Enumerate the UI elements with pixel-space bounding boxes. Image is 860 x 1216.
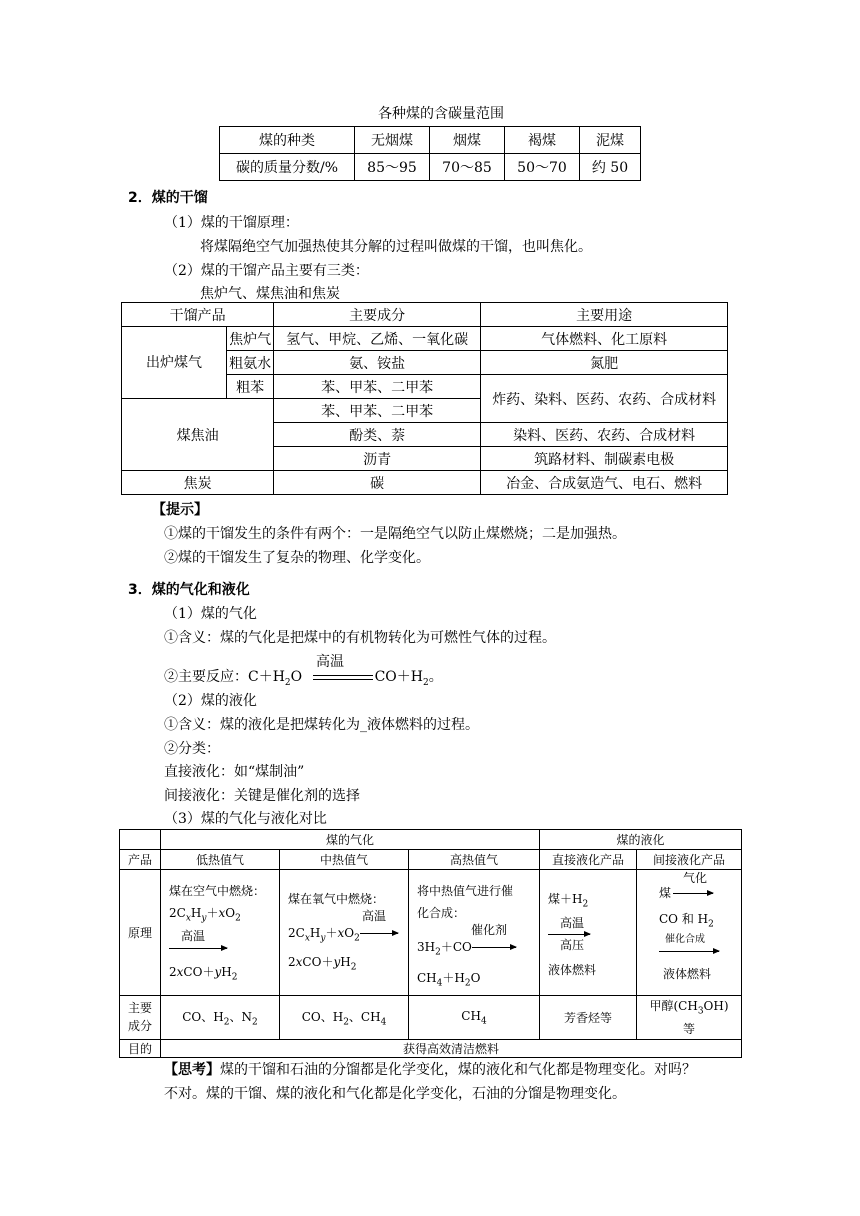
table-header: 煤的液化 xyxy=(540,830,742,850)
table-cell: 50～70 xyxy=(505,154,580,181)
tip-title: 【提示】 xyxy=(152,502,208,518)
table-cell: $CH_4$ xyxy=(409,995,540,1039)
section-3-heading: 3．煤的气化和液化 xyxy=(128,582,250,598)
table1-caption: 各种煤的含碳量范围 xyxy=(378,106,504,122)
table-cell: 煤的种类 xyxy=(220,127,355,154)
section-3-s1: （1）煤的气化 xyxy=(164,606,257,622)
table-cell: 筑路材料、制碳素电极 xyxy=(481,447,728,471)
section-2-p1-text: 将煤隔绝空气加强热使其分解的过程叫做煤的干馏，也叫焦化。 xyxy=(200,239,592,255)
table-cell: 氨、铵盐 xyxy=(274,351,481,375)
table-cell: 85～95 xyxy=(355,154,430,181)
section-3-s2-line1: ①含义：煤的液化是把煤转化为_液体燃料的过程。 xyxy=(164,717,479,733)
section-2-heading: 2．煤的干馏 xyxy=(128,190,208,206)
section-3-s2-line3: 直接液化：如“煤制油” xyxy=(164,764,305,780)
table-cell: CO、$H_2$、$CH_4$ xyxy=(280,995,409,1039)
row-label: 原理 xyxy=(120,870,161,996)
table-header: 干馏产品 xyxy=(122,303,274,327)
group-label: 煤焦油 xyxy=(122,399,274,471)
table-cell: 烟煤 xyxy=(430,127,505,154)
table-cell: 低热值气 xyxy=(161,850,280,870)
table-cell: 焦炉气 xyxy=(227,327,274,351)
table-cell: 直接液化产品 xyxy=(540,850,637,870)
table-cell: 获得高效清洁燃料 xyxy=(161,1039,742,1057)
table-cell: 中热值气 xyxy=(280,850,409,870)
carbon-content-table xyxy=(219,126,641,181)
think-answer: 不对。煤的干馏、煤的液化和气化都是化学变化，石油的分馏是物理变化。 xyxy=(164,1086,626,1102)
section-3-s3: （3）煤的气化与液化对比 xyxy=(164,811,327,827)
think-question: 【思考】煤的干馏和石油的分馏都是化学变化，煤的液化和气化都是物理变化。对吗？ xyxy=(164,1062,696,1078)
table-cell: 间接液化产品 xyxy=(637,850,742,870)
table-cell: 氮肥 xyxy=(481,351,728,375)
principle-high: 将中热值气进行催 化合成： 催化剂 $3H_2+CO$ $CH_4+H_2O$ xyxy=(409,870,540,996)
table-header: 主要用途 xyxy=(481,303,728,327)
section-2-p2-text: 焦炉气、煤焦油和焦炭 xyxy=(200,286,340,302)
tip-line-1: ①煤的干馏发生的条件有两个：一是隔绝空气以防止煤燃烧；二是加强热。 xyxy=(164,526,626,542)
gasification-liquefaction-table xyxy=(119,829,742,1058)
table-header: 主要成分 xyxy=(274,303,481,327)
table-cell: 气体燃料、化工原料 xyxy=(481,327,728,351)
section-3-s2-line2: ②分类： xyxy=(164,741,220,757)
principle-indirect: 气化 煤 CO 和 $H_2$ 催化合成 液体燃料 xyxy=(637,870,742,996)
table-cell: 氢气、甲烷、乙烯、一氧化碳 xyxy=(274,327,481,351)
table-header: 煤的气化 xyxy=(161,830,540,850)
table-cell: 沥青 xyxy=(274,447,481,471)
distillation-products-table xyxy=(121,302,728,495)
table-cell: 泥煤 xyxy=(580,127,641,154)
row-label: 目的 xyxy=(120,1039,161,1057)
table-cell: 染料、医药、农药、合成材料 xyxy=(481,423,728,447)
table-cell: 苯、甲苯、二甲苯 xyxy=(274,399,481,423)
row-label: 产品 xyxy=(120,850,161,870)
table-cell: 炸药、染料、医药、农药、合成材料 xyxy=(481,375,728,423)
table-cell: CO、$H_2$、$N_2$ xyxy=(161,995,280,1039)
table-cell: 褐煤 xyxy=(505,127,580,154)
table-cell: 高热值气 xyxy=(409,850,540,870)
principle-mid: 煤在氧气中燃烧： 高温 $2C_xH_y+xO_2$ $2xCO+yH_2$ xyxy=(280,870,409,996)
table-cell: 芳香烃等 xyxy=(540,995,637,1039)
equals-arrow xyxy=(313,675,373,680)
table-cell: 碳 xyxy=(274,471,481,495)
principle-direct: 煤$+H_2$ 高温 高压 液体燃料 xyxy=(540,870,637,996)
table-cell: 粗氨水 xyxy=(227,351,274,375)
table-cell: 冶金、合成氨造气、电石、燃料 xyxy=(481,471,728,495)
table-cell: 无烟煤 xyxy=(355,127,430,154)
table-cell: 焦炭 xyxy=(122,471,274,495)
section-3-s1-line1: ①含义：煤的气化是把煤中的有机物转化为可燃性气体的过程。 xyxy=(164,630,556,646)
table-cell: 粗苯 xyxy=(227,375,274,399)
group-label: 出炉煤气 xyxy=(122,327,227,399)
section-2-p1-title: （1）煤的干馏原理： xyxy=(164,215,299,231)
table-cell: 约 50 xyxy=(580,154,641,181)
main-reaction: ②主要反应：$C+H_2O$ $CO+H_2$。 xyxy=(164,669,443,688)
section-3-s2-line4: 间接液化：关键是催化剂的选择 xyxy=(164,788,360,804)
row-label: 主要成分 xyxy=(120,995,161,1039)
tip-line-2: ②煤的干馏发生了复杂的物理、化学变化。 xyxy=(164,550,430,566)
table-cell: 碳的质量分数/% xyxy=(220,154,355,181)
principle-low: 煤在空气中燃烧： $2C_xH_y+xO_2$ 高温 $2xCO+yH_2$ xyxy=(161,870,280,996)
table-cell: 酚类、萘 xyxy=(274,423,481,447)
table-cell: 甲醇$(CH_3OH)$ 等 xyxy=(637,995,742,1039)
section-3-s2: （2）煤的液化 xyxy=(164,693,257,709)
table-cell: 苯、甲苯、二甲苯 xyxy=(274,375,481,399)
table-cell: 70～85 xyxy=(430,154,505,181)
section-2-p2-title: （2）煤的干馏产品主要有三类： xyxy=(164,263,369,279)
think-title: 【思考】 xyxy=(164,1062,220,1078)
reaction-condition: 高温 xyxy=(316,654,344,670)
